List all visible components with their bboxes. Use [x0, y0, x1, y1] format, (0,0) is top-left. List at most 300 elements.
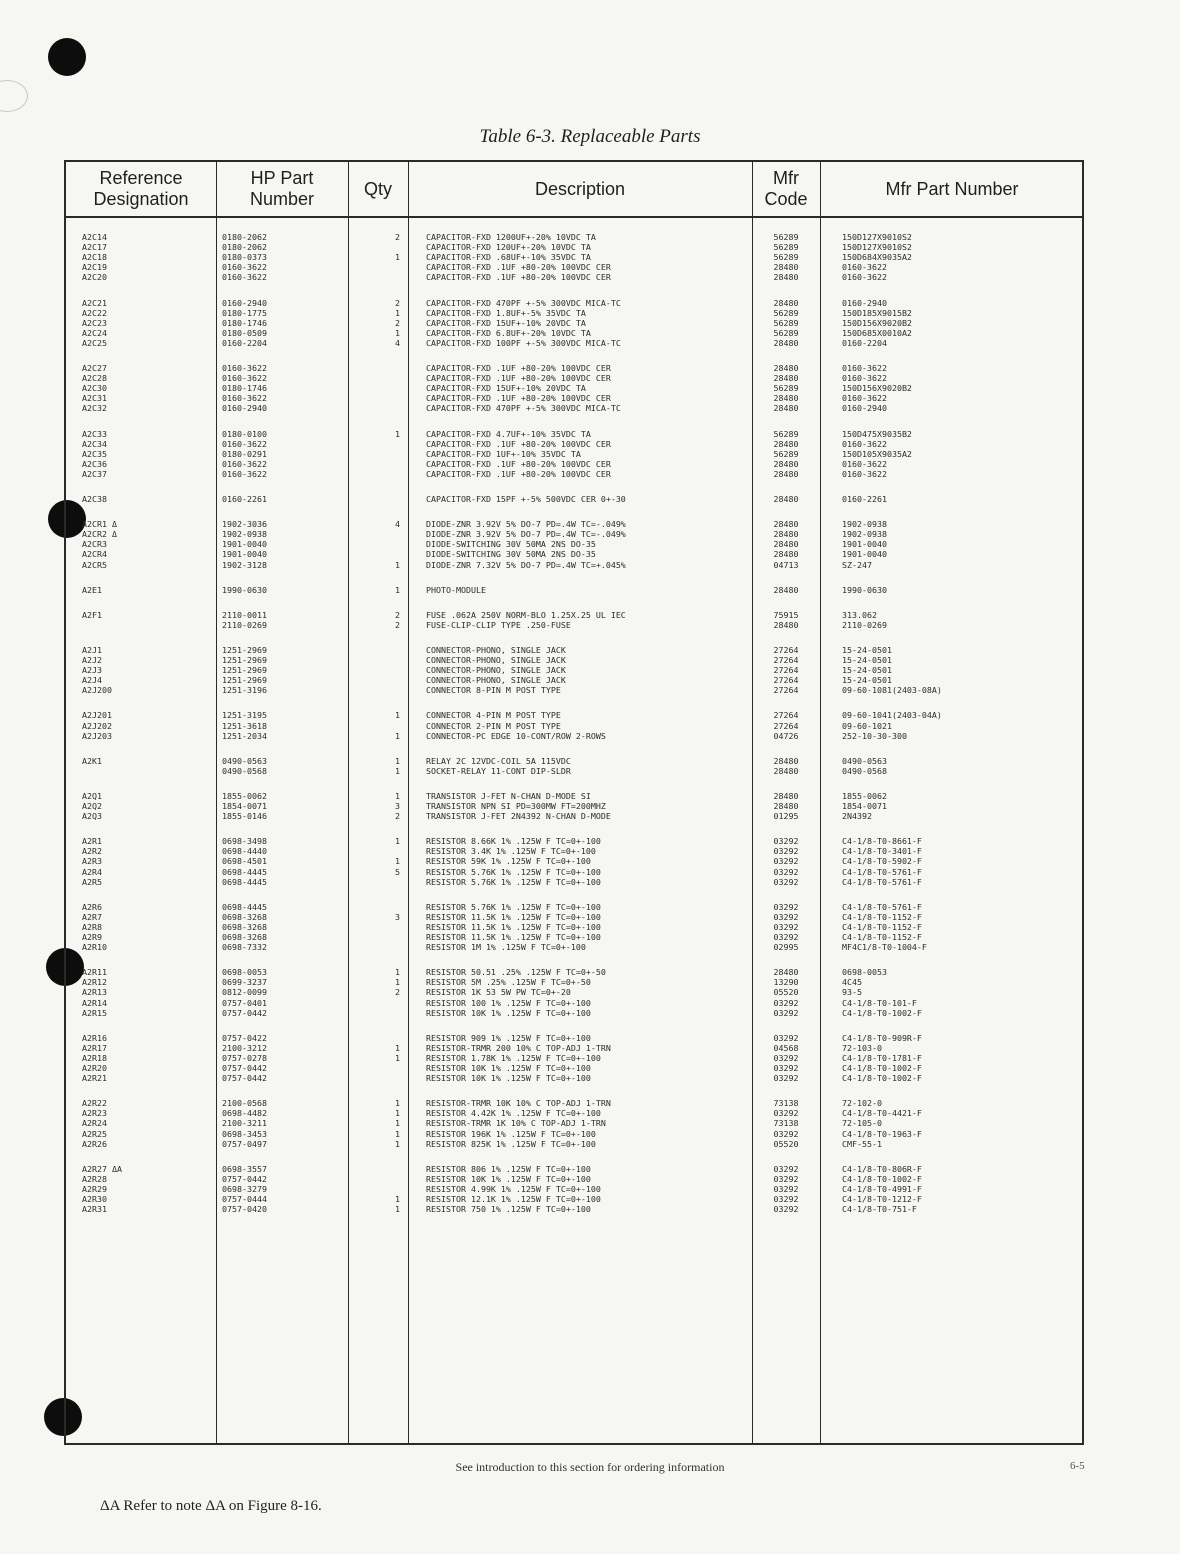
cell-part: 0160-2940 [222, 297, 267, 308]
cell-ref: A2Q3 [82, 811, 102, 822]
cell-mfr: 05520 [773, 1138, 799, 1149]
table-row [66, 645, 1082, 655]
punch-hole-top [48, 38, 86, 76]
cell-mpn: C4-1/8-T0-5761-F [842, 901, 922, 912]
cell-mpn: 252-10-30-300 [842, 730, 907, 741]
cell-mfr: 56289 [773, 327, 799, 338]
table-row [66, 967, 1082, 977]
cell-mpn: C4-1/8-T0-1212-F [842, 1194, 922, 1204]
cell-ref: A2J202 [82, 720, 112, 731]
table-row [66, 1204, 1082, 1214]
cell-mpn: 150D684X9035A2 [842, 252, 912, 263]
cell-mpn: 150D475X9035B2 [842, 428, 912, 439]
cell-desc: CAPACITOR-FXD .1UF +80-20% 100VDC CER [426, 262, 611, 273]
cell-desc: RESISTOR 100 1% .125W F TC=0+-100 [426, 997, 591, 1008]
cell-qty: 4 [395, 519, 400, 530]
cell-mfr: 03292 [773, 1073, 799, 1084]
cell-desc: FUSE .062A 250V NORM-BLO 1.25X.25 UL IEC [426, 609, 626, 620]
cell-desc: CONNECTOR-PHONO, SINGLE JACK [426, 665, 566, 676]
table-row [66, 867, 1082, 877]
table-row [66, 262, 1082, 272]
cell-part: 1901-0040 [222, 549, 267, 560]
cell-mpn: C4-1/8-T0-751-F [842, 1204, 917, 1215]
cell-desc: RESISTOR 12.1K 1% .125W F TC=0+-100 [426, 1194, 601, 1204]
cell-ref: A2J2 [82, 655, 102, 665]
cell-part: 0490-0563 [222, 755, 267, 766]
table-row [66, 1129, 1082, 1139]
cell-ref: A2R11 [82, 967, 107, 978]
cell-mpn: C4-1/8-T0-1002-F [842, 1173, 922, 1184]
cell-desc: DIODE-SWITCHING 30V 50MA 2NS DO-35 [426, 549, 596, 560]
cell-ref: A2R3 [82, 856, 102, 867]
cell-mfr: 56289 [773, 383, 799, 394]
cell-qty: 1 [395, 755, 400, 766]
cell-part: 0698-4482 [222, 1108, 267, 1119]
table-row [66, 856, 1082, 866]
cell-qty: 1 [395, 967, 400, 978]
cell-mfr: 75915 [773, 609, 799, 620]
table-row [66, 791, 1082, 801]
cell-mfr: 28480 [773, 373, 799, 384]
cell-part: 0698-4440 [222, 846, 267, 857]
cell-mfr: 28480 [773, 584, 799, 595]
cell-ref: A2C21 [82, 297, 107, 308]
cell-mfr: 28480 [773, 297, 799, 308]
cell-ref: A2R18 [82, 1052, 107, 1063]
cell-desc: CAPACITOR-FXD 100PF +-5% 300VDC MICA-TC [426, 337, 621, 348]
cell-mpn: 0160-3622 [842, 262, 887, 273]
cell-mpn: 1902-0938 [842, 519, 887, 530]
header-mfr-part-number: Mfr Part Number [885, 178, 1019, 199]
cell-mpn: C4-1/8-T0-1152-F [842, 911, 922, 922]
cell-ref: A2C27 [82, 363, 107, 373]
cell-desc: RESISTOR 8.66K 1% .125W F TC=0+-100 [426, 836, 601, 847]
cell-desc: RESISTOR 4.42K 1% .125W F TC=0+-100 [426, 1108, 601, 1119]
cell-ref: A2C38 [82, 494, 107, 504]
cell-qty: 2 [395, 232, 400, 242]
cell-mpn: C4-1/8-T0-1002-F [842, 1063, 922, 1073]
cell-ref: A2CR5 [82, 559, 107, 570]
cell-mfr: 03292 [773, 1163, 799, 1174]
cell-qty: 1 [395, 1108, 400, 1119]
cell-desc: CAPACITOR-FXD .1UF +80-20% 100VDC CER [426, 458, 611, 469]
cell-desc: CAPACITOR-FXD 120UF+-20% 10VDC TA [426, 242, 591, 253]
cell-mfr: 56289 [773, 317, 799, 328]
cell-qty: 1 [395, 559, 400, 570]
cell-ref: A2R22 [82, 1098, 107, 1109]
cell-part: 0160-2204 [222, 337, 267, 348]
cell-qty: 1 [395, 730, 400, 741]
table-row [66, 272, 1082, 282]
cell-mfr: 27264 [773, 665, 799, 676]
cell-ref: A2C18 [82, 252, 107, 263]
cell-mpn: C4-1/8-T0-1002-F [842, 1007, 922, 1018]
table-row [66, 232, 1082, 242]
cell-qty: 1 [395, 428, 400, 439]
cell-desc: RESISTOR 909 1% .125W F TC=0+-100 [426, 1032, 591, 1043]
cell-mpn: MF4C1/8-T0-1004-F [842, 942, 927, 953]
table-row [66, 801, 1082, 811]
cell-part: 0180-2062 [222, 242, 267, 253]
cell-desc: CAPACITOR-FXD 470PF +-5% 300VDC MICA-TC [426, 297, 621, 308]
cell-mfr: 28480 [773, 529, 799, 540]
cell-ref: A2R15 [82, 1007, 107, 1018]
cell-mpn: 0160-2940 [842, 297, 887, 308]
table-row [66, 685, 1082, 695]
cell-desc: PHOTO-MODULE [426, 584, 486, 595]
cell-mpn: 0160-3622 [842, 373, 887, 384]
cell-part: 0698-7332 [222, 942, 267, 953]
cell-mfr: 03292 [773, 1128, 799, 1139]
table-row [66, 393, 1082, 403]
cell-desc: RESISTOR 10K 1% .125W F TC=0+-100 [426, 1173, 591, 1184]
table-row [66, 665, 1082, 675]
cell-mfr: 28480 [773, 363, 799, 373]
cell-part: 1251-2034 [222, 730, 267, 741]
cell-ref: A2C17 [82, 242, 107, 253]
cell-part: 0757-0444 [222, 1194, 267, 1204]
cell-mpn: 0160-3622 [842, 468, 887, 479]
cell-part: 0180-1775 [222, 307, 267, 318]
cell-mpn: 0490-0563 [842, 755, 887, 766]
cell-mfr: 03292 [773, 856, 799, 867]
cell-qty: 1 [395, 584, 400, 595]
cell-mfr: 28480 [773, 790, 799, 801]
cell-ref: A2K1 [82, 755, 102, 766]
cell-ref: A2J3 [82, 665, 102, 676]
cell-mfr: 03292 [773, 1108, 799, 1119]
cell-mpn: 0160-3622 [842, 458, 887, 469]
table-row [66, 298, 1082, 308]
cell-qty: 2 [395, 619, 400, 630]
cell-desc: CAPACITOR-FXD .1UF +80-20% 100VDC CER [426, 363, 611, 373]
page-number: 6-5 [1070, 1460, 1085, 1472]
cell-mpn: C4-1/8-T0-8661-F [842, 836, 922, 847]
cell-ref: A2R6 [82, 901, 102, 912]
table-row [66, 902, 1082, 912]
table-row [66, 610, 1082, 620]
cell-mpn: 0160-2204 [842, 337, 887, 348]
cell-part: 0698-3498 [222, 836, 267, 847]
cell-ref: A2R21 [82, 1073, 107, 1084]
cell-ref: A2CR4 [82, 549, 107, 560]
table-row [66, 242, 1082, 252]
header-description: Description [534, 178, 626, 199]
cell-mpn: 09-60-1041(2403-04A) [842, 710, 942, 721]
cell-desc: DIODE-ZNR 7.32V 5% DO-7 PD=.4W TC=+.045% [426, 559, 626, 570]
cell-qty: 2 [395, 317, 400, 328]
cell-mfr: 04726 [773, 730, 799, 741]
cell-part: 0160-2261 [222, 494, 267, 504]
cell-qty: 1 [395, 1204, 400, 1215]
table-row [66, 560, 1082, 570]
cell-mpn: C4-1/8-T0-1152-F [842, 921, 922, 932]
cell-mfr: 73138 [773, 1098, 799, 1109]
cell-mfr: 03292 [773, 911, 799, 922]
cell-ref: A2R30 [82, 1194, 107, 1204]
parts-table [64, 160, 1084, 1445]
cell-desc: RESISTOR 1M 1% .125W F TC=0+-100 [426, 942, 586, 953]
ordering-info-note: See introduction to this section for ordering information [455, 1460, 725, 1474]
cell-part: 1251-2969 [222, 644, 267, 655]
cell-desc: FUSE-CLIP-CLIP TYPE .250-FUSE [426, 619, 571, 630]
cell-mfr: 28480 [773, 765, 799, 776]
cell-part: 0757-0442 [222, 1007, 267, 1018]
cell-ref: A2R20 [82, 1063, 107, 1073]
cell-part: 1251-3196 [222, 685, 267, 696]
table-row [66, 836, 1082, 846]
cell-part: 0698-0053 [222, 967, 267, 978]
cell-mpn: C4-1/8-T0-4421-F [842, 1108, 922, 1119]
cell-mfr: 03292 [773, 1007, 799, 1018]
cell-mfr: 28480 [773, 619, 799, 630]
table-row [66, 1164, 1082, 1174]
table-row [66, 766, 1082, 776]
cell-mfr: 27264 [773, 655, 799, 665]
cell-part: 1902-0938 [222, 529, 267, 540]
cell-desc: RESISTOR 59K 1% .125W F TC=0+-100 [426, 856, 591, 867]
cell-ref: A2J203 [82, 730, 112, 741]
cell-desc: CAPACITOR-FXD 15UF+-10% 20VDC TA [426, 383, 586, 394]
cell-desc: CAPACITOR-FXD 1200UF+-20% 10VDC TA [426, 232, 596, 242]
cell-mpn: 0160-2261 [842, 494, 887, 504]
table-title: Table 6-3. Replaceable Parts [479, 126, 701, 147]
cell-ref: A2R31 [82, 1204, 107, 1215]
cell-part: 0698-4501 [222, 856, 267, 867]
cell-desc: RESISTOR 11.5K 1% .125W F TC=0+-100 [426, 932, 601, 942]
cell-ref: A2R27 ΔA [82, 1163, 122, 1174]
cell-part: 0180-1746 [222, 317, 267, 328]
cell-desc: CONNECTOR 4-PIN M POST TYPE [426, 710, 561, 721]
cell-mpn: C4-1/8-T0-5761-F [842, 876, 922, 887]
cell-desc: RESISTOR-TRMR 10K 10% C TOP-ADJ 1-TRN [426, 1098, 611, 1109]
cell-part: 1251-2969 [222, 665, 267, 676]
cell-desc: DIODE-ZNR 3.92V 5% DO-7 PD=.4W TC=-.049% [426, 519, 626, 530]
cell-part: 1855-0062 [222, 790, 267, 801]
cell-mfr: 04713 [773, 559, 799, 570]
cell-desc: CAPACITOR-FXD 15PF +-5% 500VDC CER 0+-30 [426, 494, 626, 504]
table-row [66, 710, 1082, 720]
cell-desc: CONNECTOR 8-PIN M POST TYPE [426, 685, 561, 696]
cell-part: 2100-3212 [222, 1042, 267, 1053]
cell-mfr: 28480 [773, 755, 799, 766]
cell-mfr: 04568 [773, 1042, 799, 1053]
cell-mfr: 73138 [773, 1118, 799, 1129]
cell-desc: CAPACITOR-FXD 470PF +-5% 300VDC MICA-TC [426, 403, 621, 414]
cell-mpn: C4-1/8-T0-806R-F [842, 1163, 922, 1174]
cell-mfr: 28480 [773, 468, 799, 479]
cell-desc: CAPACITOR-FXD 1.8UF+-5% 35VDC TA [426, 307, 586, 318]
cell-mpn: 2N4392 [842, 811, 872, 822]
table-row [66, 519, 1082, 529]
table-row [66, 252, 1082, 262]
table-row [66, 429, 1082, 439]
cell-mpn: 72-105-0 [842, 1118, 882, 1129]
table-row [66, 529, 1082, 539]
table-row [66, 655, 1082, 665]
cell-mpn: C4-1/8-T0-1002-F [842, 1073, 922, 1084]
cell-part: 1902-3128 [222, 559, 267, 570]
cell-ref: A2R7 [82, 911, 102, 922]
cell-part: 1251-2969 [222, 675, 267, 686]
cell-mfr: 03292 [773, 1032, 799, 1043]
cell-qty: 1 [395, 307, 400, 318]
cell-ref: A2C14 [82, 232, 107, 242]
cell-mfr: 56289 [773, 252, 799, 263]
cell-part: 0698-3268 [222, 911, 267, 922]
table-header [66, 162, 1082, 218]
header-qty: Qty [363, 178, 392, 199]
cell-part: 0160-2940 [222, 403, 267, 414]
cell-qty: 2 [395, 297, 400, 308]
cell-mpn: 0160-3622 [842, 438, 887, 449]
cell-desc: CONNECTOR-PHONO, SINGLE JACK [426, 675, 566, 686]
cell-ref: A2R1 [82, 836, 102, 847]
cell-ref: A2Q2 [82, 801, 102, 811]
cell-mfr: 01295 [773, 811, 799, 822]
cell-mfr: 03292 [773, 932, 799, 942]
cell-mpn: 150D156X9020B2 [842, 383, 912, 394]
cell-part: 0698-3268 [222, 921, 267, 932]
cell-desc: SOCKET-RELAY 11-CONT DIP-SLDR [426, 765, 571, 776]
cell-ref: A2C34 [82, 438, 107, 449]
cell-mpn: 150D127X9010S2 [842, 232, 912, 242]
cell-desc: CAPACITOR-FXD .1UF +80-20% 100VDC CER [426, 468, 611, 479]
cell-ref: A2J1 [82, 644, 102, 655]
cell-desc: RELAY 2C 12VDC-COIL 5A 115VDC [426, 755, 571, 766]
cell-desc: CAPACITOR-FXD 4.7UF+-10% 35VDC TA [426, 428, 591, 439]
cell-part: 0180-2062 [222, 232, 267, 242]
cell-mfr: 28480 [773, 549, 799, 560]
cell-part: 0160-3622 [222, 373, 267, 384]
cell-mfr: 56289 [773, 242, 799, 253]
cell-ref: A2R16 [82, 1032, 107, 1043]
cell-mfr: 27264 [773, 675, 799, 686]
cell-mpn: 09-60-1021 [842, 720, 892, 731]
cell-mpn: 15-24-0501 [842, 655, 892, 665]
cell-part: 0160-3622 [222, 393, 267, 404]
cell-mfr: 03292 [773, 866, 799, 877]
table-row [66, 469, 1082, 479]
cell-ref: A2CR1 Δ [82, 519, 117, 530]
cell-ref: A2R23 [82, 1108, 107, 1119]
cell-ref: A2CR2 Δ [82, 529, 117, 540]
table-row [66, 449, 1082, 459]
cell-mfr: 03292 [773, 997, 799, 1008]
header-hp-part-number: HP Part Number [249, 168, 315, 209]
cell-qty: 1 [395, 710, 400, 721]
cell-ref: A2C23 [82, 317, 107, 328]
cell-part: 2110-0269 [222, 619, 267, 630]
cell-desc: CONNECTOR-PC EDGE 10-CONT/ROW 2-ROWS [426, 730, 606, 741]
table-row [66, 363, 1082, 373]
cell-mpn: SZ-247 [842, 559, 872, 570]
cell-desc: RESISTOR 5M .25% .125W F TC=0+-50 [426, 977, 591, 988]
cell-desc: RESISTOR 10K 1% .125W F TC=0+-100 [426, 1007, 591, 1018]
cell-desc: CAPACITOR-FXD 1UF+-10% 35VDC TA [426, 448, 581, 459]
cell-mpn: 0160-3622 [842, 363, 887, 373]
cell-mpn: 4C45 [842, 977, 862, 988]
table-row [66, 721, 1082, 731]
cell-mpn: 15-24-0501 [842, 675, 892, 686]
cell-qty: 1 [395, 327, 400, 338]
cell-mpn: 0160-3622 [842, 272, 887, 283]
cell-mfr: 03292 [773, 1173, 799, 1184]
cell-part: 0698-3453 [222, 1128, 267, 1139]
table-row [66, 373, 1082, 383]
cell-mfr: 03292 [773, 1183, 799, 1194]
cell-mpn: 1854-0071 [842, 801, 887, 811]
cell-mpn: C4-1/8-T0-5761-F [842, 866, 922, 877]
cell-mpn: 1990-0630 [842, 584, 887, 595]
cell-desc: CONNECTOR-PHONO, SINGLE JACK [426, 644, 566, 655]
cell-part: 2100-0568 [222, 1098, 267, 1109]
cell-mfr: 27264 [773, 720, 799, 731]
cell-desc: RESISTOR 1K 53 5W PW TC=0+-20 [426, 987, 571, 998]
cell-ref: A2R28 [82, 1173, 107, 1184]
cell-mfr: 03292 [773, 836, 799, 847]
cell-desc: CAPACITOR-FXD .1UF +80-20% 100VDC CER [426, 393, 611, 404]
cell-ref: A2R24 [82, 1118, 107, 1129]
cell-ref: A2C20 [82, 272, 107, 283]
cell-ref: A2R8 [82, 921, 102, 932]
cell-part: 1901-0040 [222, 539, 267, 550]
cell-part: 1902-3036 [222, 519, 267, 530]
cell-ref: A2C22 [82, 307, 107, 318]
cell-mpn: CMF-55-1 [842, 1138, 882, 1149]
cell-desc: RESISTOR 3.4K 1% .125W F TC=0+-100 [426, 846, 596, 857]
cell-desc: RESISTOR 10K 1% .125W F TC=0+-100 [426, 1073, 591, 1084]
cell-part: 0698-3557 [222, 1163, 267, 1174]
cell-qty: 3 [395, 911, 400, 922]
cell-ref: A2C30 [82, 383, 107, 394]
cell-ref: A2CR3 [82, 539, 107, 550]
cell-mpn: 0490-0568 [842, 765, 887, 776]
table-row [66, 811, 1082, 821]
cell-part: 0180-0373 [222, 252, 267, 263]
cell-ref: A2C24 [82, 327, 107, 338]
cell-part: 0698-4445 [222, 866, 267, 877]
table-row [66, 1184, 1082, 1194]
table-row [66, 494, 1082, 504]
cell-desc: CAPACITOR-FXD 15UF+-10% 20VDC TA [426, 317, 586, 328]
table-row [66, 459, 1082, 469]
cell-mpn: 93-5 [842, 987, 862, 998]
cell-mfr: 56289 [773, 307, 799, 318]
cell-qty: 1 [395, 836, 400, 847]
cell-mfr: 03292 [773, 846, 799, 857]
cell-desc: RESISTOR 11.5K 1% .125W F TC=0+-100 [426, 911, 601, 922]
cell-ref: A2C37 [82, 468, 107, 479]
table-row [66, 1063, 1082, 1073]
cell-mpn: 150D127X9010S2 [842, 242, 912, 253]
cell-part: 0698-3279 [222, 1183, 267, 1194]
cell-part: 1990-0630 [222, 584, 267, 595]
cell-mpn: 09-60-1081(2403-08A) [842, 685, 942, 696]
cell-part: 2100-3211 [222, 1118, 267, 1129]
cell-qty: 1 [395, 1098, 400, 1109]
table-row [66, 318, 1082, 328]
cell-part: 0160-3622 [222, 458, 267, 469]
cell-desc: RESISTOR-TRMR 200 10% C TOP-ADJ 1-TRN [426, 1042, 611, 1053]
table-row [66, 1194, 1082, 1204]
cell-mpn: C4-1/8-T0-1781-F [842, 1052, 922, 1063]
cell-desc: CAPACITOR-FXD .1UF +80-20% 100VDC CER [426, 438, 611, 449]
table-row [66, 998, 1082, 1008]
cell-ref: A2C36 [82, 458, 107, 469]
cell-part: 0160-3622 [222, 272, 267, 283]
cell-qty: 1 [395, 1194, 400, 1204]
